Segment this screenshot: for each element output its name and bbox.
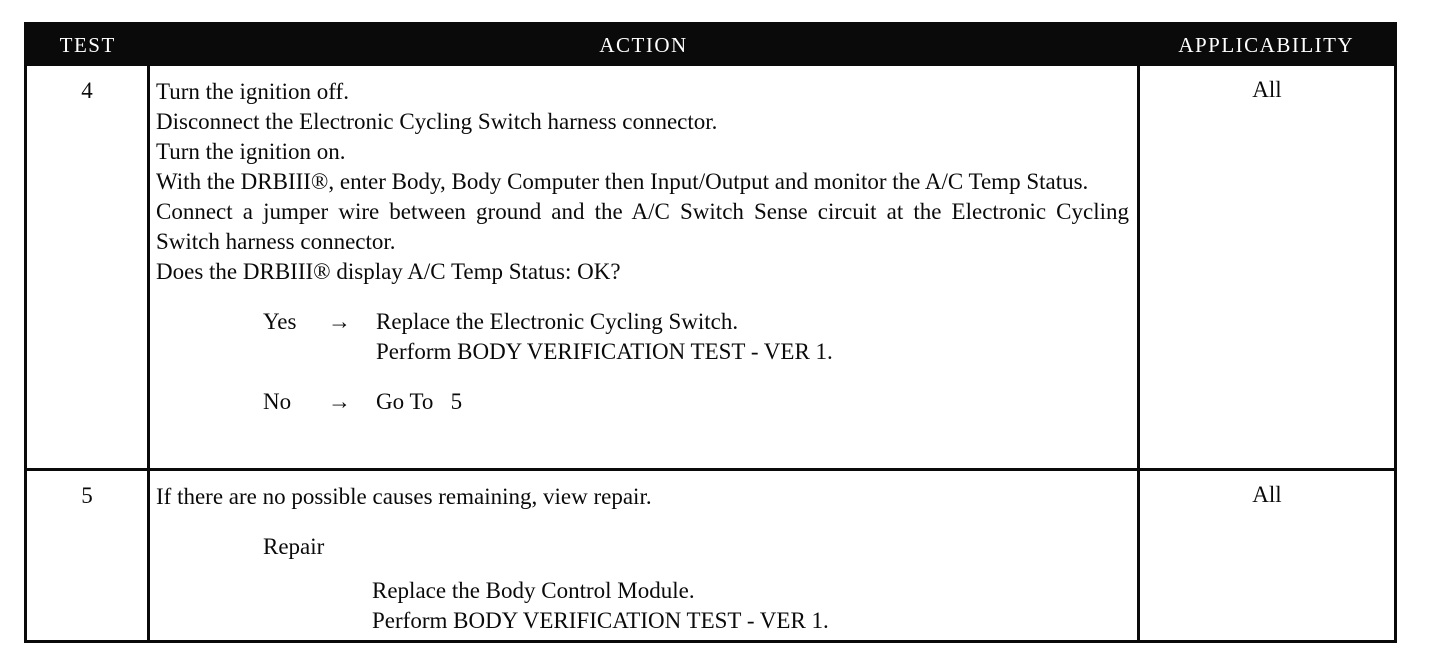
action-step: If there are no possible causes remaining, view repair.	[156, 484, 652, 509]
action-cell	[149, 66, 1139, 470]
repair-step: Perform BODY VERIFICATION TEST - VER 1.	[372, 608, 829, 633]
action-step: Connect a jumper wire between ground and the A/C Switch Sense circuit at the Electronic Cycling Switch harness connector.	[156, 199, 1129, 254]
yes-label: Yes	[263, 309, 297, 334]
action-step: With the DRBIII®, enter Body, Body Computer then Input/Output and monitor the A/C Temp Status.	[156, 169, 1089, 194]
table-header	[26, 24, 1396, 67]
action-question: Does the DRBIII® display A/C Temp Status: OK?	[156, 259, 621, 284]
applicability-value: All	[1139, 66, 1396, 470]
result-line: Perform BODY VERIFICATION TEST - VER 1.	[376, 339, 833, 364]
no-branch	[156, 387, 1129, 417]
action-column-header: ACTION	[149, 24, 1139, 67]
action-step: Disconnect the Electronic Cycling Switch harness connector.	[156, 109, 718, 134]
action-cell	[149, 470, 1139, 642]
repair-label: Repair	[263, 534, 325, 559]
yes-result	[376, 307, 1129, 367]
action-step: Turn the ignition off.	[156, 79, 349, 104]
repair-step: Replace the Body Control Module.	[372, 578, 695, 603]
goto-line: Go To 5	[376, 389, 463, 414]
action-step: Turn the ignition on.	[156, 139, 346, 164]
diagnostic-test-table	[24, 22, 1397, 643]
result-line: Replace the Electronic Cycling Switch.	[376, 309, 739, 334]
test-number: 5	[26, 470, 149, 642]
right-arrow-icon: →	[328, 309, 351, 334]
test-number: 4	[26, 66, 149, 470]
test-column-header: TEST	[26, 24, 149, 67]
applicability-value: All	[1139, 470, 1396, 642]
right-arrow-icon: →	[328, 389, 351, 414]
applicability-column-header: APPLICABILITY	[1139, 24, 1396, 67]
table-row-test-4	[26, 66, 1396, 470]
repair-steps	[156, 576, 1129, 636]
no-label: No	[263, 389, 292, 414]
yes-branch	[156, 307, 1129, 367]
table-row-test-5	[26, 470, 1396, 642]
no-result	[376, 387, 1129, 417]
diagnostic-test-page	[24, 22, 1394, 643]
